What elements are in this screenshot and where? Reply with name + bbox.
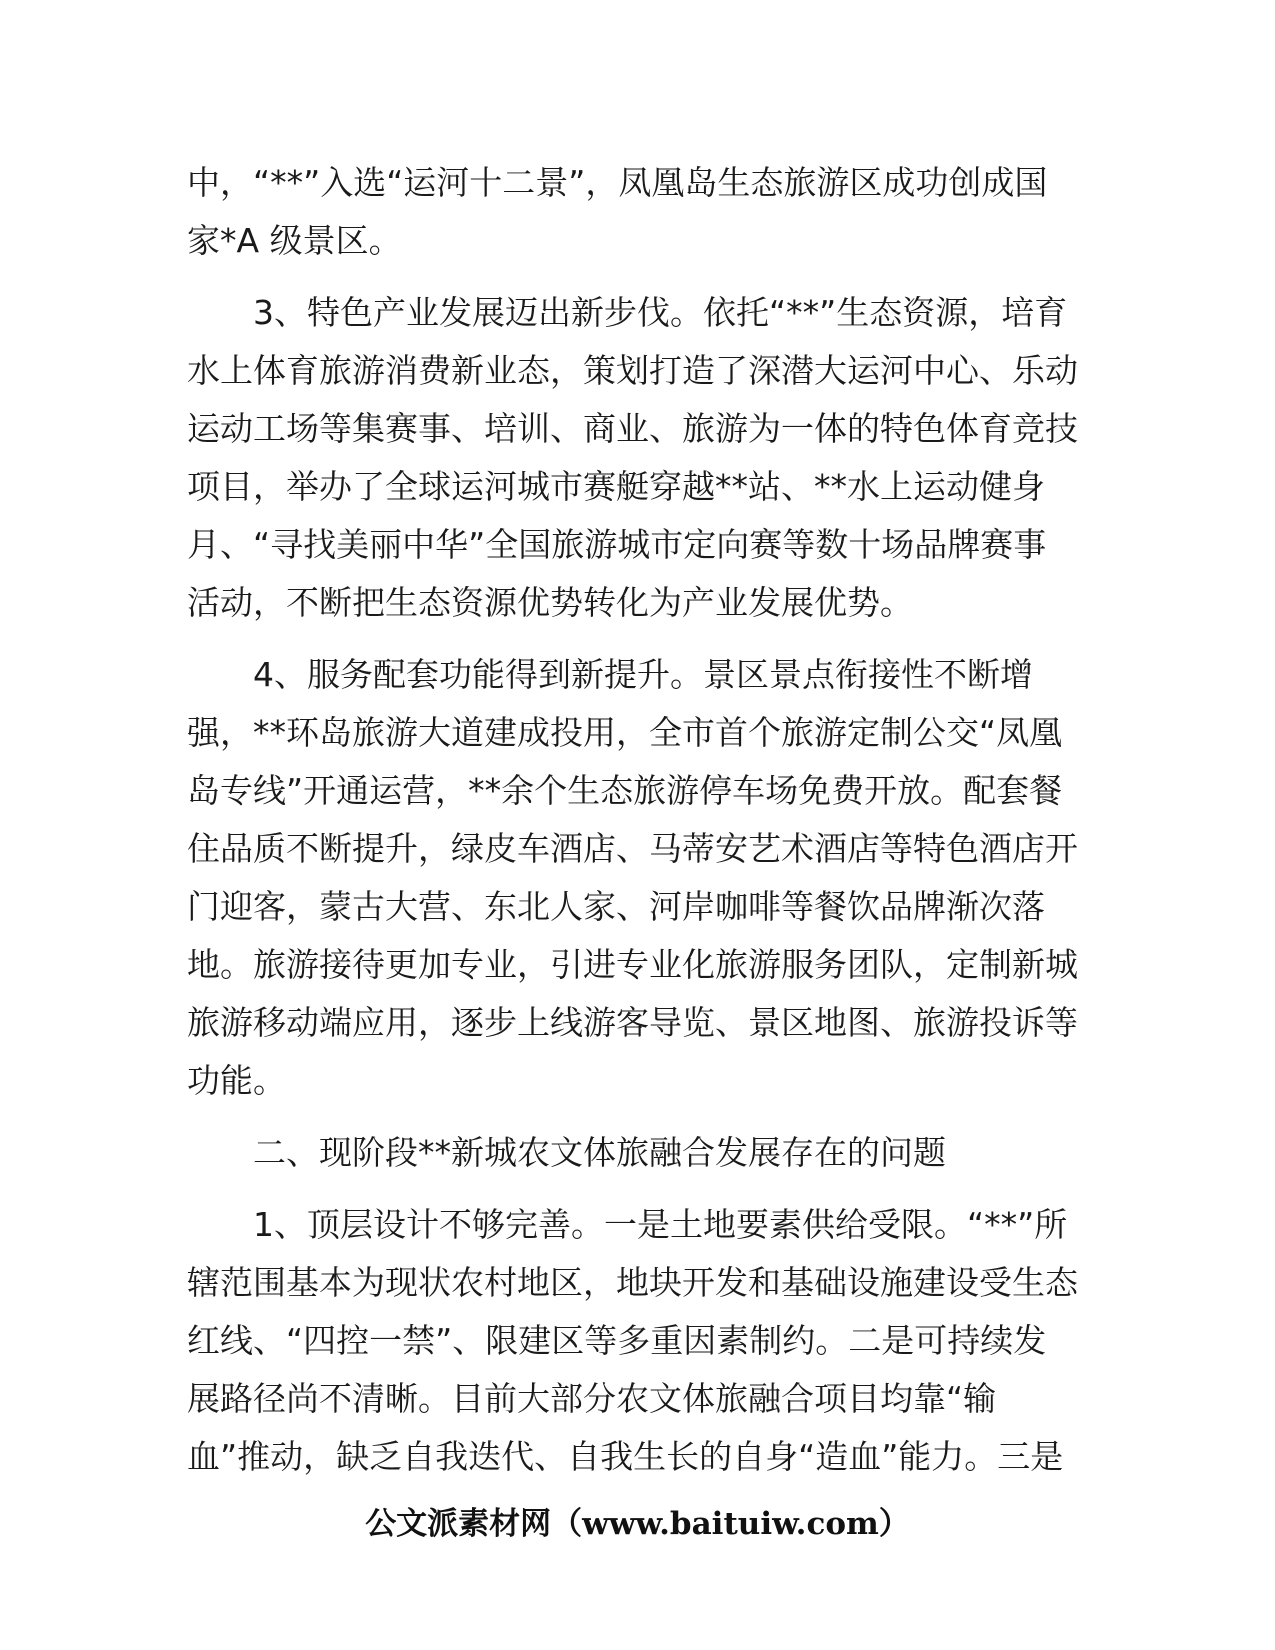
paragraph-p4	[187, 646, 1087, 1110]
text-line: 旅游移动端应用，逐步上线游客导览、景区地图、旅游投诉等	[187, 1003, 1078, 1042]
text-line: 地。旅游接待更加专业，引进专业化旅游服务团队，定制新城	[187, 945, 1078, 984]
text-line: 功能。	[187, 1061, 286, 1100]
text-line: 红线、“四控一禁”、限建区等多重因素制约。二是可持续发	[187, 1321, 1047, 1360]
text-line: 血”推动，缺乏自我迭代、自我生长的自身“造血”能力。三是	[187, 1437, 1064, 1476]
document-body	[187, 154, 1087, 1486]
text-line: 住品质不断提升，绿皮车酒店、马蒂安艺术酒店等特色酒店开	[187, 829, 1078, 868]
text-line: 辖范围基本为现状农村地区，地块开发和基础设施建设受生态	[187, 1263, 1078, 1302]
text-line: 家*A 级景区。	[187, 221, 402, 260]
text-line: 中，“**”入选“运河十二景”，凤凰岛生态旅游区成功创成国	[187, 163, 1048, 202]
text-line: 展路径尚不清晰。目前大部分农文体旅融合项目均靠“输	[187, 1379, 997, 1418]
paragraph-p1	[187, 1196, 1087, 1486]
paragraph-p3	[187, 284, 1087, 632]
text-line: 4、服务配套功能得到新提升。景区景点衔接性不断增	[253, 655, 1033, 694]
paragraph-section-2-heading	[187, 1124, 1087, 1182]
text-line: 岛专线”开通运营，**余个生态旅游停车场免费开放。配套餐	[187, 771, 1063, 810]
text-line: 项目，举办了全球运河城市赛艇穿越**站、**水上运动健身	[187, 467, 1045, 506]
text-line: 二、现阶段**新城农文体旅融合发展存在的问题	[253, 1133, 946, 1172]
paragraph-p-continued	[187, 154, 1087, 270]
footer-watermark: 公文派素材网（www.baituiw.com）	[365, 1506, 910, 1542]
text-line: 月、“寻找美丽中华”全国旅游城市定向赛等数十场品牌赛事	[187, 525, 1047, 564]
text-line: 水上体育旅游消费新业态，策划打造了深潜大运河中心、乐动	[187, 351, 1078, 390]
text-line: 运动工场等集赛事、培训、商业、旅游为一体的特色体育竞技	[187, 409, 1078, 448]
text-line: 1、顶层设计不够完善。一是土地要素供给受限。“**”所	[253, 1205, 1068, 1244]
text-line: 3、特色产业发展迈出新步伐。依托“**”生态资源，培育	[253, 293, 1068, 332]
text-line: 活动，不断把生态资源优势转化为产业发展优势。	[187, 583, 913, 622]
text-line: 门迎客，蒙古大营、东北人家、河岸咖啡等餐饮品牌渐次落	[187, 887, 1045, 926]
text-line: 强，**环岛旅游大道建成投用，全市首个旅游定制公交“凤凰	[187, 713, 1063, 752]
